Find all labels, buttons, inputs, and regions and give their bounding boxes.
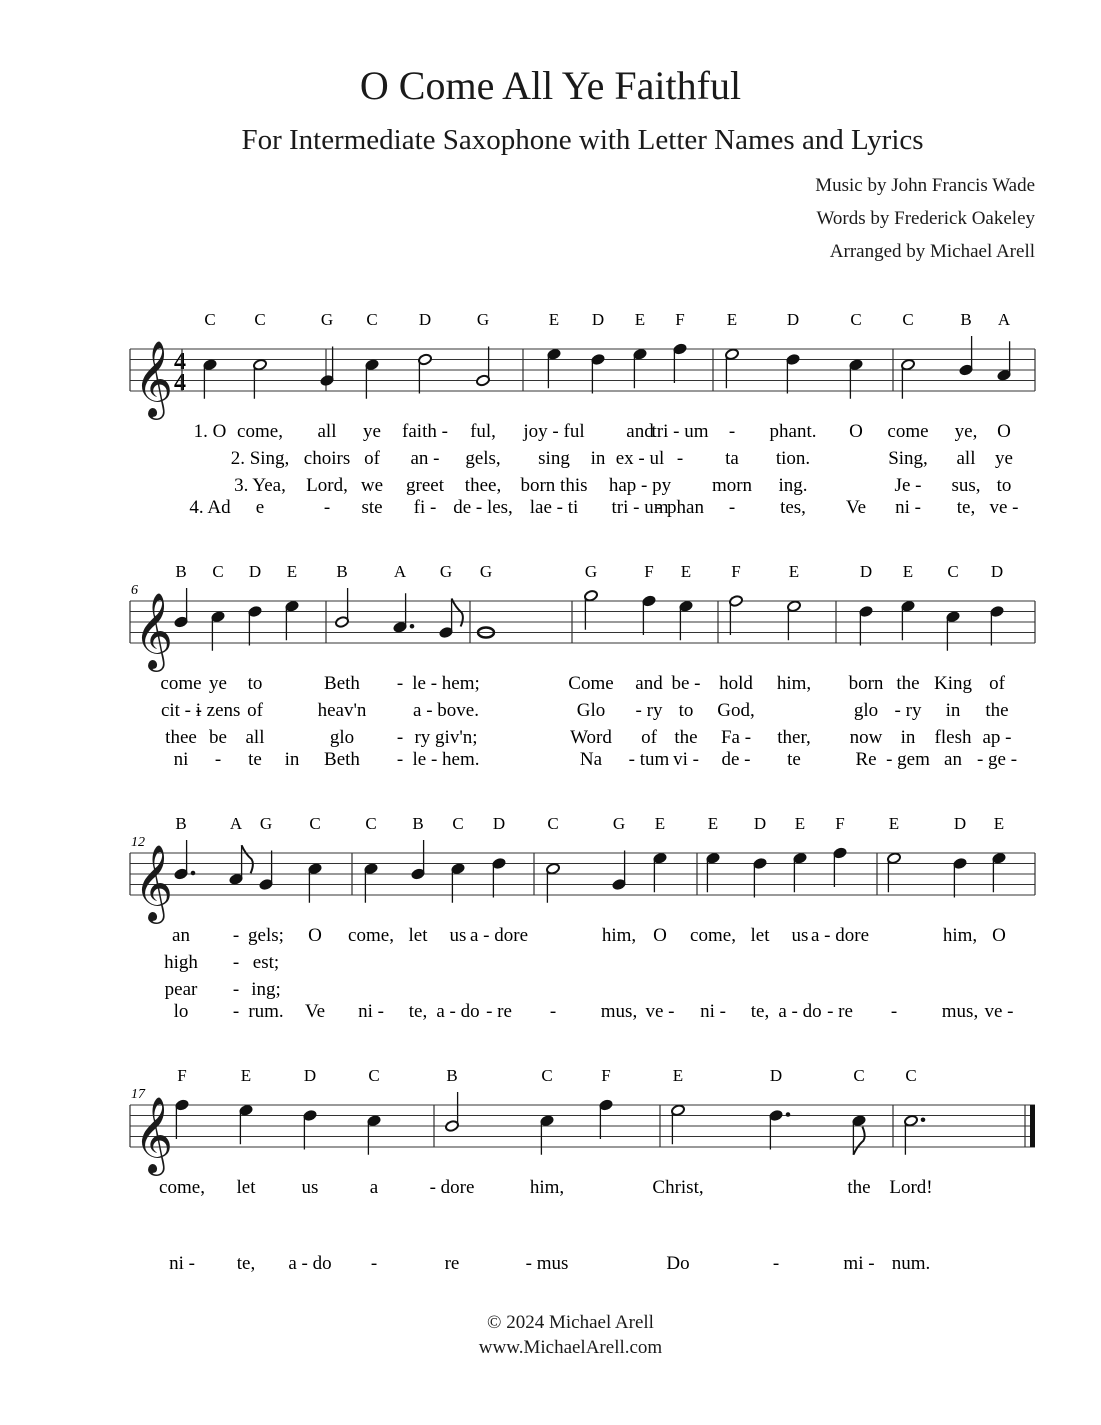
lyric-syllable: Beth	[324, 673, 360, 694]
note-letter-name: F	[644, 562, 654, 581]
lyric-syllable: - mus	[525, 1253, 569, 1274]
lyric-syllable: of	[989, 673, 1005, 694]
lyric-syllable: a	[369, 1177, 379, 1198]
lyric-syllable: O	[653, 925, 667, 946]
lyric-syllable: joy - ful	[523, 421, 585, 442]
lyric-syllable: ve -	[984, 1001, 1014, 1022]
note-letter-name: E	[654, 814, 666, 833]
lyric-syllable: - re	[827, 1001, 853, 1022]
lyric-syllable: him,	[942, 925, 978, 946]
lyric-syllable: le - hem;	[412, 673, 480, 694]
lyric-syllable: now	[849, 727, 883, 748]
note-letter-name: C	[212, 562, 224, 581]
lyric-syllable: 2. Sing,	[230, 448, 290, 469]
note-letter-name: B	[175, 562, 187, 581]
lyric-syllable: sus,	[951, 475, 981, 496]
note-letter-name: C	[368, 1066, 380, 1085]
lyric-syllable: Na	[579, 749, 603, 770]
note-letter-name: G	[612, 814, 626, 833]
lyric-syllable: choirs	[303, 448, 351, 469]
note-letter-name: B	[175, 814, 187, 833]
lyric-syllable: Je -	[894, 475, 922, 496]
lyric-syllable: gels;	[248, 925, 284, 946]
lyric-syllable: -	[232, 979, 240, 1000]
note-letter-name: C	[902, 310, 914, 329]
lyric-syllable: Beth	[324, 749, 360, 770]
lyric-syllable: -	[676, 448, 684, 469]
lyric-syllable: ni -	[358, 1001, 384, 1022]
lyric-syllable: Do	[666, 1253, 690, 1274]
lyric-syllable: mus,	[600, 1001, 638, 1022]
lyric-syllable: -	[370, 1253, 378, 1274]
lyric-syllable: the	[847, 1177, 871, 1198]
lyric-syllable: tion.	[775, 448, 811, 469]
lyric-syllable: all	[956, 448, 976, 469]
lyric-syllable: an -	[410, 448, 440, 469]
note-letter-name: D	[492, 814, 506, 833]
lyric-syllable: 1. O	[193, 421, 227, 442]
lyric-syllable: -	[772, 1253, 780, 1274]
final-barline-thick	[1030, 1105, 1035, 1147]
lyric-syllable: - phan	[655, 497, 705, 518]
note-letter-name: D	[591, 310, 605, 329]
measure-number: 17	[131, 1087, 145, 1102]
lyric-syllable: a - do	[288, 1253, 332, 1274]
note-letter-name: G	[584, 562, 598, 581]
lyric-syllable: vi -	[673, 749, 699, 770]
lyric-syllable: the	[674, 727, 698, 748]
lyric-syllable: -	[232, 1001, 240, 1022]
lyric-syllable: re	[444, 1253, 460, 1274]
note-letter-name: D	[418, 310, 432, 329]
lyric-syllable: ta	[725, 448, 739, 469]
lyric-syllable: we	[360, 475, 384, 496]
lyric-syllable: -	[396, 749, 404, 770]
lyric-syllable: Lord,	[306, 475, 348, 496]
lyric-syllable: mus,	[941, 1001, 979, 1022]
lyric-syllable: ex - ul	[615, 448, 665, 469]
note-letter-name: A	[997, 310, 1011, 329]
lyric-syllable: te	[787, 749, 801, 770]
lyric-syllable: ni -	[700, 1001, 726, 1022]
website-link[interactable]: www.MichaelArell.com	[478, 1337, 663, 1358]
lyric-syllable: a - do	[436, 1001, 480, 1022]
note-letter-name: D	[753, 814, 767, 833]
lyric-syllable: in	[284, 749, 300, 770]
note-letter-name: E	[794, 814, 806, 833]
lyric-syllable: -	[890, 1001, 898, 1022]
lyric-syllable: an	[944, 749, 962, 770]
lyric-syllable: -	[728, 497, 736, 518]
lyric-syllable: ing;	[251, 979, 281, 1000]
note-letter-name: E	[993, 814, 1005, 833]
lyric-syllable: - re	[486, 1001, 512, 1022]
note-letter-name: D	[953, 814, 967, 833]
note-letter-name: C	[254, 310, 266, 329]
words-credit: Words by Frederick Oakeley	[816, 208, 1035, 229]
lyric-syllable: Come	[568, 673, 614, 694]
lyric-syllable: ve -	[645, 1001, 675, 1022]
lyric-syllable: est;	[252, 952, 280, 973]
lyric-syllable: a - dore	[469, 925, 529, 946]
lyric-syllable: Ve	[304, 1001, 326, 1022]
note-letter-name: A	[393, 562, 407, 581]
note-letter-name: B	[412, 814, 424, 833]
lyric-syllable: -	[728, 421, 736, 442]
lyric-syllable: -	[549, 1001, 557, 1022]
lyric-syllable: let	[236, 1177, 256, 1198]
lyric-syllable: come,	[348, 925, 394, 946]
lyric-syllable: ni -	[895, 497, 921, 518]
note-letter-name: G	[476, 310, 490, 329]
arranger-credit: Arranged by Michael Arell	[829, 241, 1035, 262]
lyric-syllable: come,	[690, 925, 736, 946]
lyric-syllable: come	[887, 421, 929, 442]
lyric-syllable: Re	[855, 749, 877, 770]
lyric-syllable: Lord!	[889, 1177, 933, 1198]
lyric-syllable: hap - py	[608, 475, 672, 496]
lyric-syllable: come	[160, 673, 202, 694]
lyric-syllable: te,	[956, 497, 976, 518]
lyric-syllable: de -	[721, 749, 751, 770]
lyric-syllable: ful,	[470, 421, 496, 442]
note-letter-name: A	[229, 814, 243, 833]
note-letter-name: E	[788, 562, 800, 581]
note-letter-name: E	[548, 310, 560, 329]
lyric-syllable: ste	[361, 497, 383, 518]
lyric-syllable: -	[396, 673, 404, 694]
note-letter-name: B	[446, 1066, 458, 1085]
lyric-syllable: and	[626, 421, 654, 442]
lyric-syllable: come,	[237, 421, 283, 442]
lyric-syllable: in	[900, 727, 916, 748]
lyric-syllable: ing.	[778, 475, 808, 496]
lyric-syllable: -	[323, 497, 331, 518]
lyric-syllable: ye,	[954, 421, 978, 442]
lyric-syllable: le - hem.	[412, 749, 480, 770]
lyric-syllable: let	[750, 925, 770, 946]
lyric-syllable: flesh	[934, 727, 972, 748]
lyric-syllable: tri - um	[611, 497, 669, 518]
treble-clef-icon: 𝄞	[134, 847, 174, 920]
lyric-syllable: morn	[711, 475, 753, 496]
note-letter-name: G	[439, 562, 453, 581]
lyric-syllable: of	[641, 727, 657, 748]
lyric-syllable: of	[364, 448, 380, 469]
lyric-syllable: e	[255, 497, 265, 518]
note-letter-name: C	[850, 310, 862, 329]
lyric-syllable: gels,	[465, 448, 501, 469]
note-letter-name: E	[240, 1066, 252, 1085]
note-letter-name: E	[672, 1066, 684, 1085]
lyric-syllable: sing	[538, 448, 570, 469]
lyric-syllable: fi -	[413, 497, 437, 518]
note-letter-name: C	[853, 1066, 865, 1085]
lyric-syllable: - dore	[429, 1177, 475, 1198]
lyric-syllable: ni	[173, 749, 189, 770]
lyric-syllable: King	[934, 673, 972, 694]
lyric-syllable: him,	[776, 673, 812, 694]
lyric-syllable: glo	[853, 700, 879, 721]
note-letter-name: D	[303, 1066, 317, 1085]
note-letter-name: E	[888, 814, 900, 833]
note-letter-name: E	[707, 814, 719, 833]
note-letter-name: D	[786, 310, 800, 329]
lyric-syllable: O	[849, 421, 863, 442]
note-letter-name: F	[675, 310, 685, 329]
lyric-syllable: be	[209, 727, 227, 748]
lyric-syllable: a - do	[778, 1001, 822, 1022]
note-letter-name: E	[680, 562, 692, 581]
note-letter-name: F	[835, 814, 845, 833]
lyric-syllable: tri - um	[651, 421, 709, 442]
lyric-syllable: us	[301, 1177, 319, 1198]
lyric-syllable: - tum	[628, 749, 670, 770]
measure-number: 6	[131, 583, 138, 598]
lyric-syllable: hold	[719, 673, 753, 694]
page-subtitle: For Intermediate Saxophone with Letter Names and Lyrics	[241, 124, 924, 156]
lyric-syllable: te,	[750, 1001, 770, 1022]
lyric-syllable: come,	[159, 1177, 205, 1198]
lyric-syllable: high	[164, 952, 198, 973]
treble-clef-icon: 𝄞	[134, 595, 174, 668]
lyric-syllable: ye	[995, 448, 1013, 469]
lyric-syllable: Christ,	[652, 1177, 704, 1198]
note-letter-name: C	[204, 310, 216, 329]
lyric-syllable: te,	[408, 1001, 428, 1022]
lyric-syllable: pear	[164, 979, 198, 1000]
lyric-syllable: God,	[717, 700, 755, 721]
lyric-syllable: - gem	[886, 749, 930, 770]
lyric-syllable: him,	[529, 1177, 565, 1198]
lyric-syllable: - ry	[635, 700, 663, 721]
note-letter-name: E	[286, 562, 298, 581]
lyric-syllable: -	[396, 727, 404, 748]
lyric-syllable: Glo	[576, 700, 606, 721]
note-letter-name: G	[479, 562, 493, 581]
lyric-syllable: heav'n	[317, 700, 367, 721]
note-letter-name: D	[990, 562, 1004, 581]
treble-clef-icon: 𝄞	[134, 1099, 174, 1172]
lyric-syllable: be -	[671, 673, 701, 694]
measure-number: 12	[131, 835, 145, 850]
note-flag	[242, 845, 253, 873]
note-letter-name: G	[259, 814, 273, 833]
note-letter-name: F	[177, 1066, 187, 1085]
lyric-syllable: Ve	[845, 497, 867, 518]
lyric-syllable: te,	[236, 1253, 256, 1274]
lyric-syllable: thee,	[464, 475, 502, 496]
page-title: O Come All Ye Faithful	[359, 63, 742, 108]
note-letter-name: D	[769, 1066, 783, 1085]
note-letter-name: E	[902, 562, 914, 581]
lyric-syllable: O	[992, 925, 1006, 946]
lyric-syllable: ap -	[982, 727, 1012, 748]
lyric-syllable: phant.	[769, 421, 817, 442]
lyric-syllable: cit - i	[160, 700, 202, 721]
augmentation-dot	[410, 624, 415, 629]
augmentation-dot	[191, 871, 196, 876]
lyric-syllable: te	[248, 749, 262, 770]
lyric-syllable: O	[997, 421, 1011, 442]
lyric-syllable: to	[996, 475, 1012, 496]
lyric-syllable: all	[317, 421, 337, 442]
note-letter-name: C	[547, 814, 559, 833]
note-flag	[853, 1127, 864, 1155]
note-letter-name: D	[859, 562, 873, 581]
lyric-syllable: -	[214, 749, 222, 770]
note-letter-name: C	[905, 1066, 917, 1085]
lyric-syllable: Word	[570, 727, 612, 748]
lyric-syllable: - ge -	[976, 749, 1018, 770]
augmentation-dot	[921, 1117, 926, 1122]
time-signature-top: 4	[174, 349, 186, 375]
note-letter-name: C	[366, 310, 378, 329]
augmentation-dot	[786, 1112, 791, 1117]
lyric-syllable: all	[245, 727, 265, 748]
lyric-syllable: of	[247, 700, 263, 721]
lyric-syllable: Fa -	[720, 727, 752, 748]
note-letter-name: E	[634, 310, 646, 329]
note-letter-name: C	[541, 1066, 553, 1085]
lyric-syllable: ye	[363, 421, 381, 442]
lyric-syllable: Sing,	[888, 448, 928, 469]
lyric-syllable: glo	[329, 727, 355, 748]
lyric-syllable: born this	[520, 475, 588, 496]
note-letter-name: F	[731, 562, 741, 581]
lyric-syllable: lae - ti	[529, 497, 579, 518]
lyric-syllable: greet	[406, 475, 444, 496]
lyric-syllable: us	[449, 925, 467, 946]
lyric-syllable: ther,	[777, 727, 811, 748]
lyric-syllable: O	[308, 925, 322, 946]
lyric-syllable: the	[896, 673, 920, 694]
lyric-syllable: 4. Ad	[189, 497, 231, 518]
lyric-syllable: rum.	[248, 1001, 284, 1022]
lyric-syllable: to	[247, 673, 263, 694]
lyric-syllable: ye	[209, 673, 227, 694]
lyric-syllable: num.	[891, 1253, 931, 1274]
lyric-syllable: an	[172, 925, 190, 946]
lyric-syllable: ry giv'n;	[414, 727, 478, 748]
note-letter-name: G	[320, 310, 334, 329]
lyric-syllable: de - les,	[453, 497, 513, 518]
lyric-syllable: - zens	[195, 700, 241, 721]
lyric-syllable: the	[985, 700, 1009, 721]
lyric-syllable: and	[635, 673, 663, 694]
lyric-syllable: tes,	[780, 497, 806, 518]
note-letter-name: C	[947, 562, 959, 581]
lyric-syllable: 3. Yea,	[234, 475, 286, 496]
lyric-syllable: -	[232, 952, 240, 973]
lyric-syllable: thee	[165, 727, 197, 748]
lyric-syllable: a - dore	[810, 925, 870, 946]
note-letter-name: C	[452, 814, 464, 833]
lyric-syllable: faith -	[402, 421, 448, 442]
lyric-syllable: mi -	[843, 1253, 875, 1274]
time-signature-bottom: 4	[174, 370, 186, 396]
lyric-syllable: him,	[601, 925, 637, 946]
lyric-syllable: lo	[173, 1001, 189, 1022]
note-letter-name: B	[960, 310, 972, 329]
copyright-notice: © 2024 Michael Arell	[487, 1312, 654, 1333]
lyric-syllable: born	[848, 673, 884, 694]
lyric-syllable: ni -	[169, 1253, 195, 1274]
note-letter-name: C	[309, 814, 321, 833]
lyric-syllable: -	[232, 925, 240, 946]
lyric-syllable: let	[408, 925, 428, 946]
treble-clef-icon: 𝄞	[134, 343, 174, 416]
note-letter-name: F	[601, 1066, 611, 1085]
lyric-syllable: in	[945, 700, 961, 721]
lyric-syllable: - ry	[894, 700, 922, 721]
note-letter-name: C	[365, 814, 377, 833]
lyric-syllable: in	[590, 448, 606, 469]
lyric-syllable: us	[791, 925, 809, 946]
note-letter-name: B	[336, 562, 348, 581]
lyric-syllable: a - bove.	[413, 700, 479, 721]
music-credit: Music by John Francis Wade	[815, 175, 1035, 196]
note-letter-name: D	[248, 562, 262, 581]
lyric-syllable: ve -	[989, 497, 1019, 518]
lyric-syllable: to	[678, 700, 694, 721]
note-letter-name: E	[726, 310, 738, 329]
